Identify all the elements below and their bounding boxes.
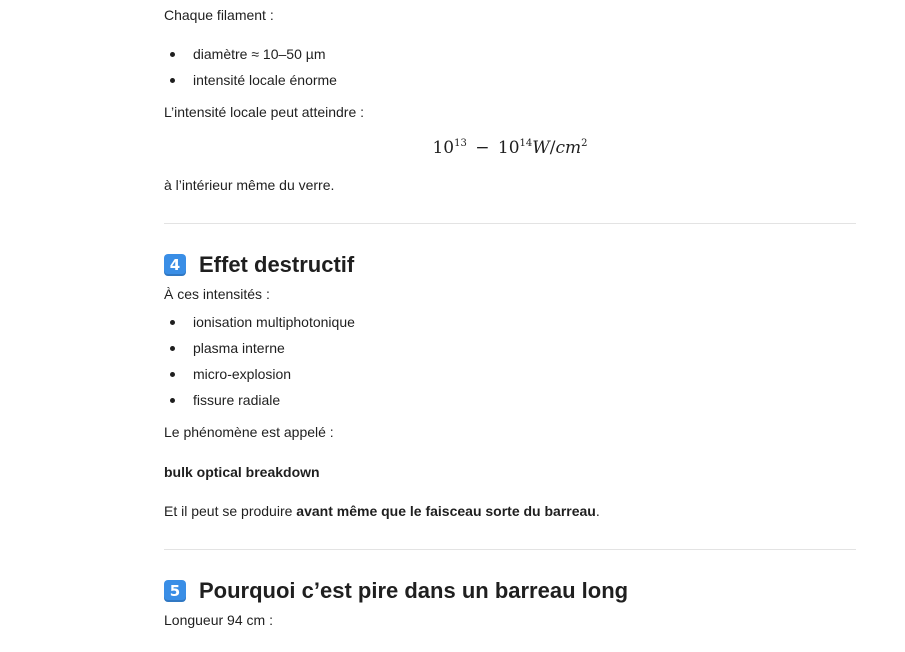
section-title: Effet destructif bbox=[199, 252, 355, 277]
phenomenon-intro: Le phénomène est appelé : bbox=[164, 424, 334, 440]
list-item: plasma interne bbox=[164, 338, 856, 358]
chat-response-content bbox=[164, 0, 856, 630]
list-item: diamètre ≈ 10–50 µm bbox=[164, 44, 856, 64]
section5-intro: Longueur 94 cm : bbox=[164, 612, 273, 628]
phenomenon-name: bulk optical breakdown bbox=[164, 464, 320, 480]
list-item: intensité locale énorme bbox=[164, 70, 856, 90]
section-heading-barreau-long bbox=[164, 576, 856, 606]
intensity-formula: $10^{13} - 10^{14}W/cm^2$ bbox=[432, 138, 588, 158]
section4-closing: Et il peut se produire avant même que le faisceau sorte du barreau. bbox=[164, 503, 600, 519]
keycap-4-icon: 4 bbox=[164, 254, 186, 276]
intensity-intro: L’intensité locale peut atteindre : bbox=[164, 104, 365, 120]
destructive-effects-list bbox=[164, 312, 856, 410]
section-heading-effet-destructif bbox=[164, 250, 856, 280]
list-item: ionisation multiphotonique bbox=[164, 312, 856, 332]
filament-intro: Chaque filament : bbox=[164, 7, 274, 23]
list-item: micro-explosion bbox=[164, 364, 856, 384]
section-title: Pourquoi c’est pire dans un barreau long bbox=[199, 578, 629, 603]
filament-properties-list bbox=[164, 44, 856, 90]
section-divider bbox=[164, 223, 856, 224]
list-item: fissure radiale bbox=[164, 390, 856, 410]
intensity-location: à l’intérieur même du verre. bbox=[164, 177, 335, 193]
section4-intro: À ces intensités : bbox=[164, 286, 270, 302]
keycap-5-icon: 5 bbox=[164, 580, 186, 602]
section-divider bbox=[164, 549, 856, 550]
